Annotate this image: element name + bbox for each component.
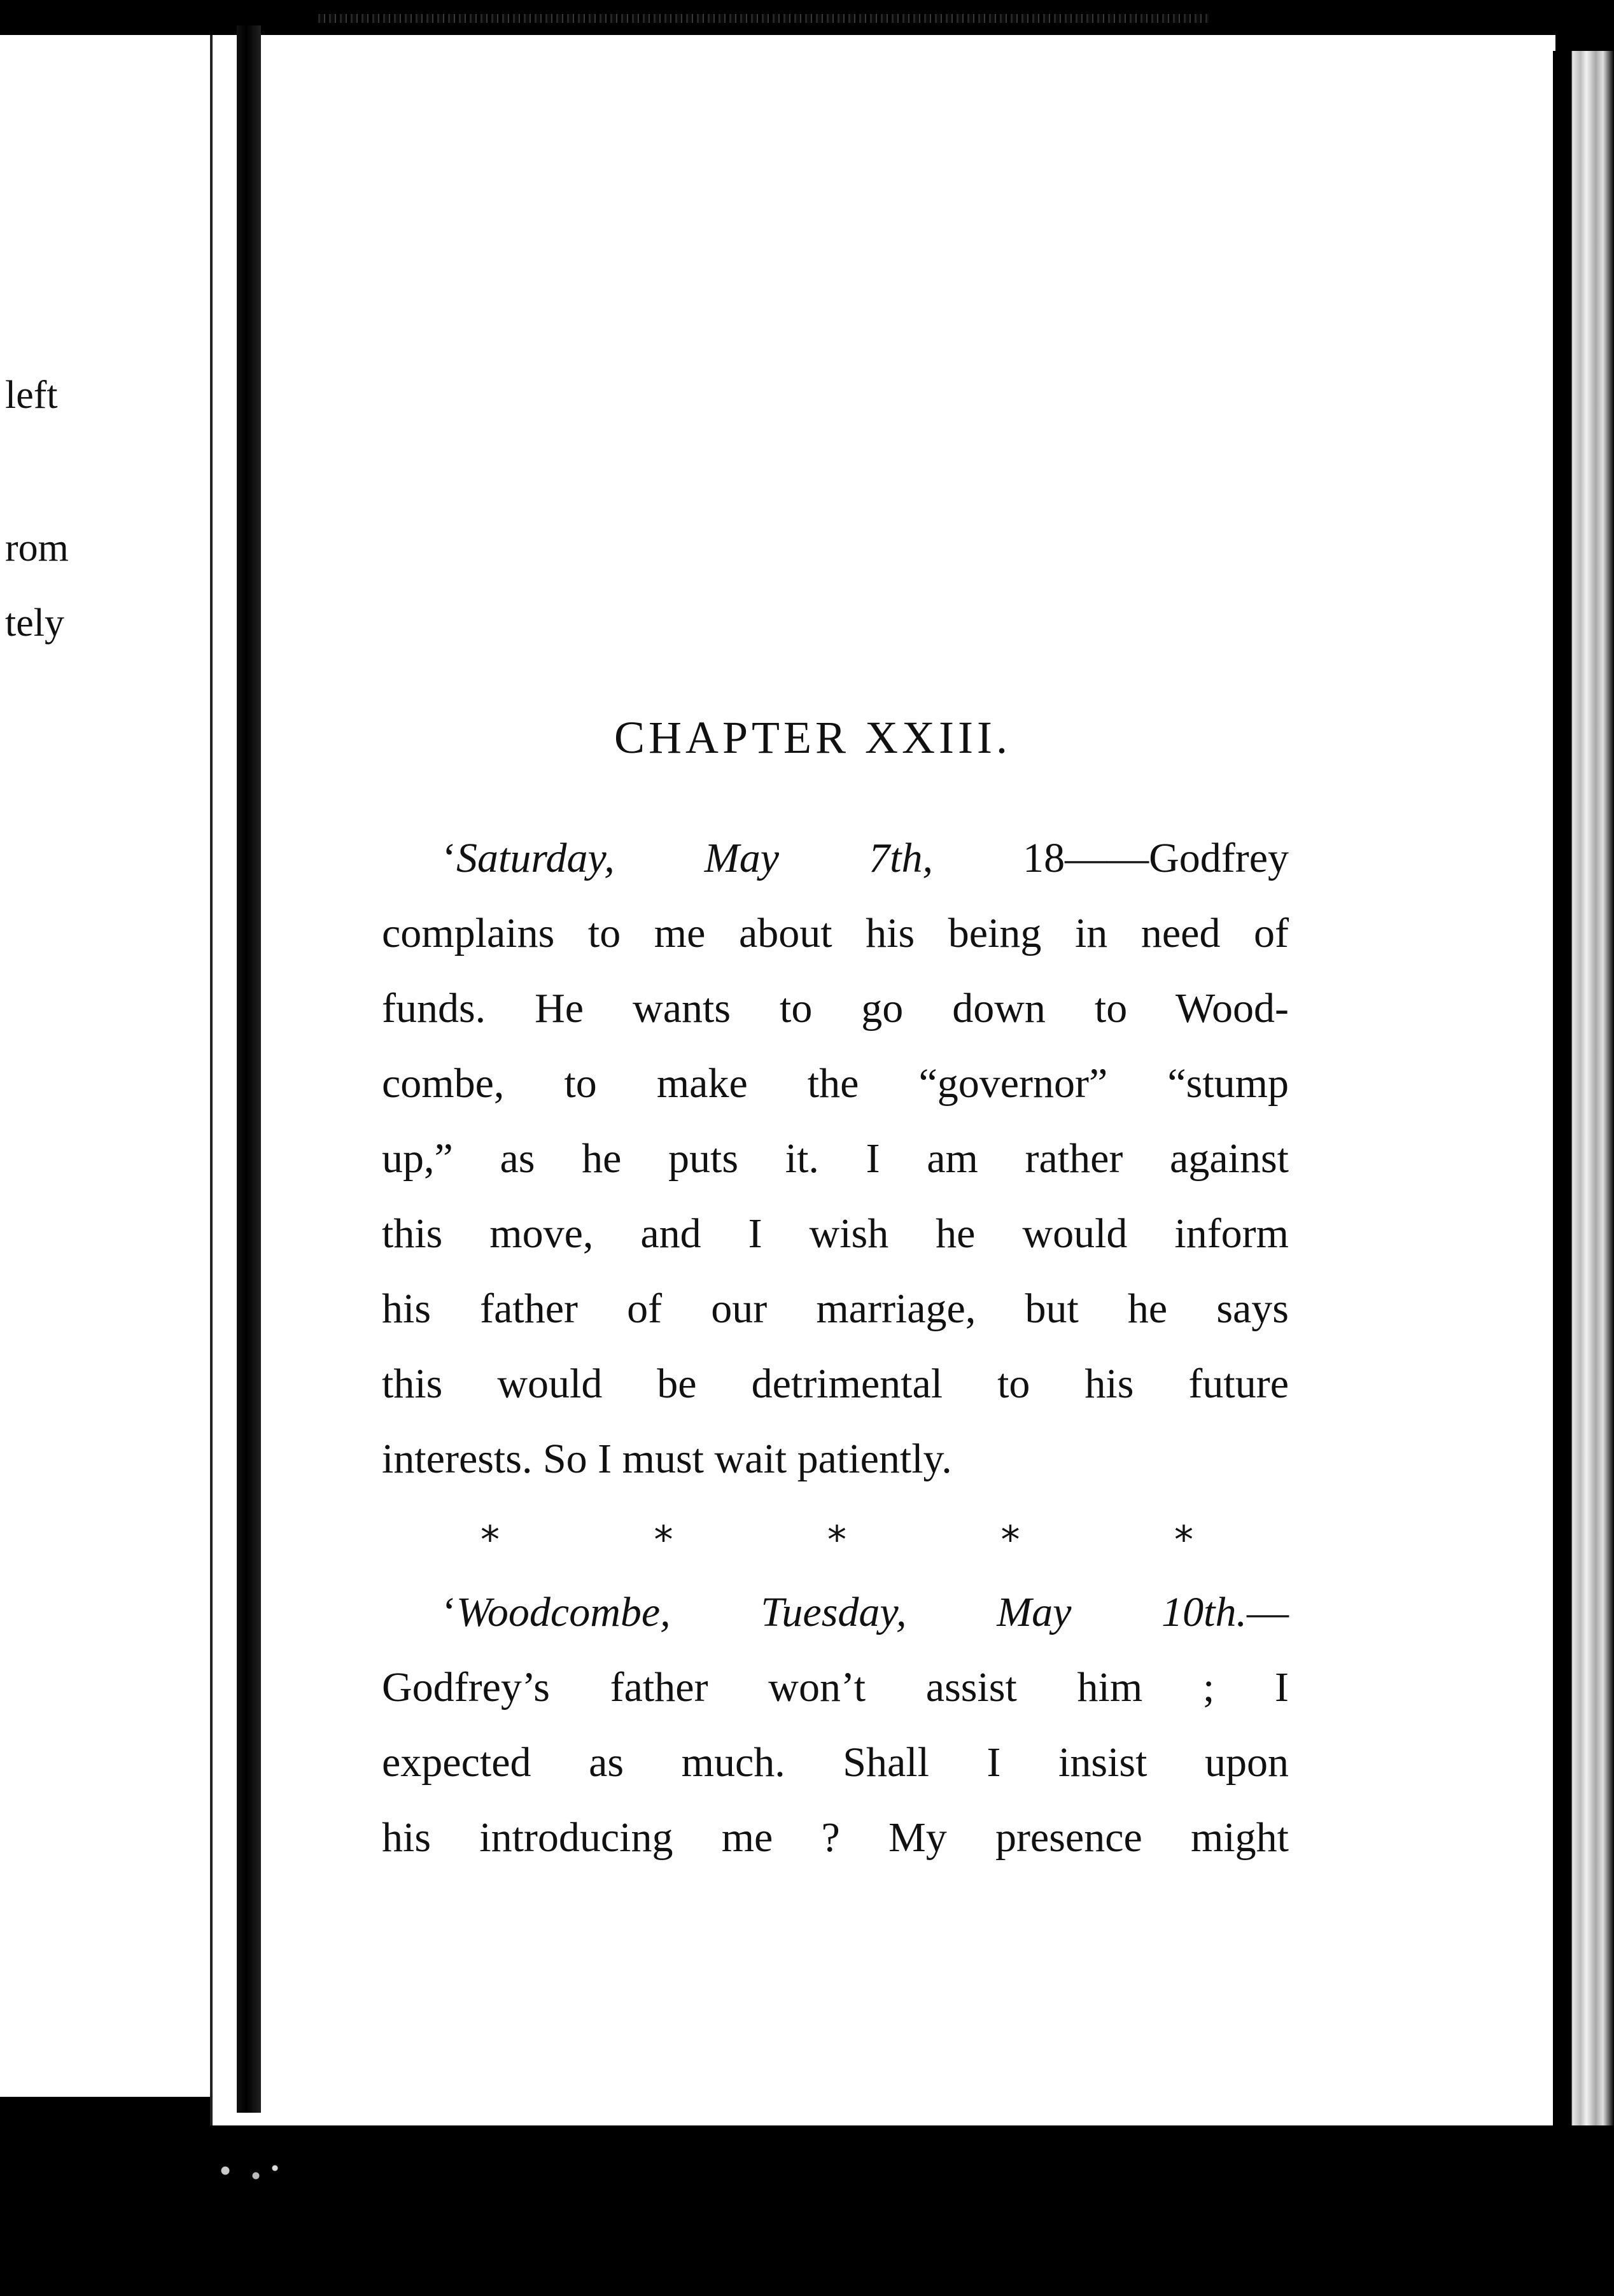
entry-line: ‘Woodcombe, Tuesday, May 10th.— [442, 1589, 1289, 1635]
diary-entry-1 [382, 821, 1289, 1497]
star-glyph: * [654, 1518, 673, 1562]
left-page-word: tely [5, 601, 64, 645]
left-page-word: rom [5, 526, 69, 570]
entry-line: combe, to make the “governor” “stump [382, 1060, 1289, 1107]
scan-bottom-border [0, 2125, 1614, 2296]
section-separator [481, 1518, 1193, 1562]
star-glyph: * [1000, 1518, 1020, 1562]
scan-bleed-through [318, 14, 1209, 23]
chapter-heading: CHAPTER XXIII. [614, 712, 1011, 763]
entry-line: Godfrey’s father won’t assist him ; I [382, 1664, 1289, 1711]
entry-line: complains to me about his being in need of [382, 910, 1289, 956]
entry-line: interests. So I must wait patiently. [382, 1436, 952, 1482]
previous-page-fragment [0, 35, 237, 2097]
star-glyph: * [827, 1518, 846, 1562]
scan-dust [210, 2160, 286, 2186]
entry-line: ‘Saturday, May 7th, 18——Godfrey [442, 835, 1289, 881]
entry-date: Saturday, May 7th, [456, 835, 933, 881]
book-gutter [237, 25, 261, 2113]
entry-line: up,” as he puts it. I am rather against [382, 1135, 1289, 1182]
entry-line: his introducing me ? My presence might [382, 1814, 1289, 1861]
star-glyph: * [481, 1518, 500, 1562]
entry-line: this move, and I wish he would inform [382, 1210, 1289, 1257]
entry-line: this would be detrimental to his future [382, 1361, 1289, 1407]
entry-line: his father of our marriage, but he says [382, 1285, 1289, 1332]
left-page-word: left [5, 374, 58, 417]
entry-line: expected as much. Shall I insist upon [382, 1739, 1289, 1786]
entry-date: Woodcombe, Tuesday, May 10th. [456, 1589, 1247, 1635]
diary-entry-2 [382, 1575, 1289, 1875]
star-glyph: * [1174, 1518, 1193, 1562]
page-edges [1553, 51, 1614, 2138]
entry-line: funds. He wants to go down to Wood- [382, 985, 1289, 1032]
